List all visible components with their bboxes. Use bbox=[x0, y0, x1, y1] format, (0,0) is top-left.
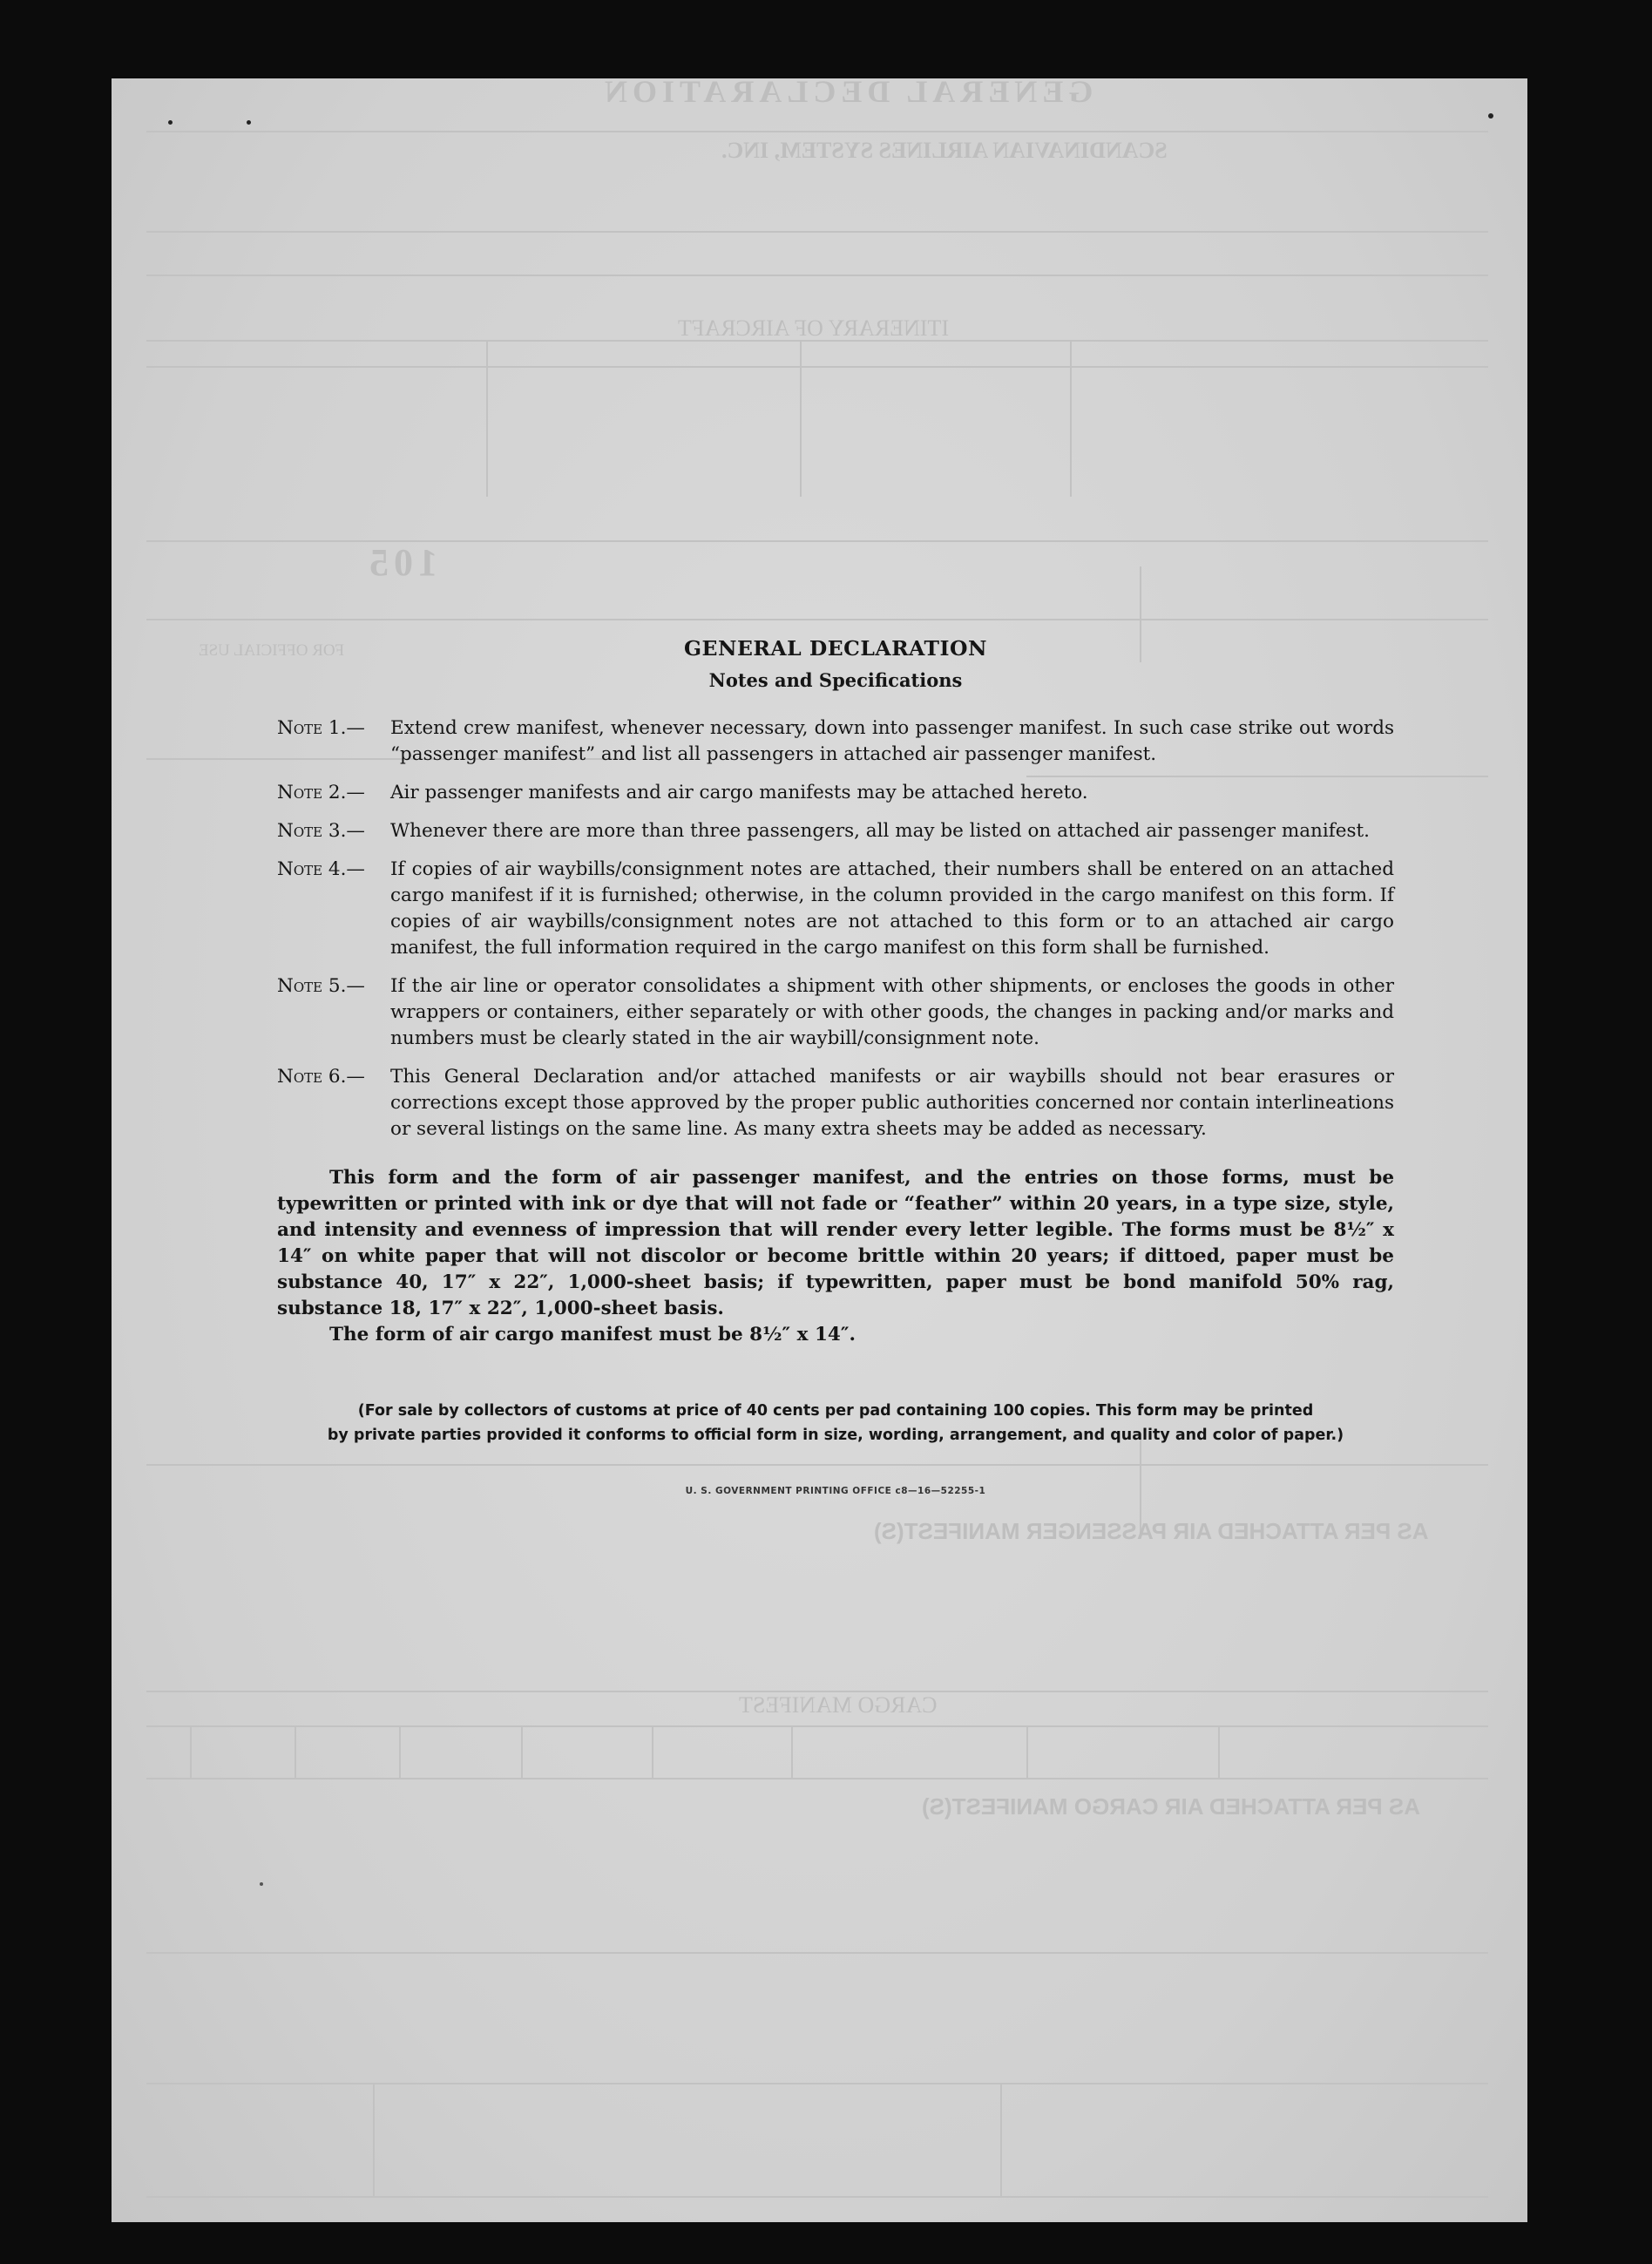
note-label: Note 5.— bbox=[277, 975, 365, 997]
cargo-format-line: The form of air cargo manifest must be 8½″ x 14″. bbox=[329, 1324, 856, 1346]
note-label: Note 6.— bbox=[277, 1066, 365, 1088]
bleed-header: GENERAL DECLARATION bbox=[599, 74, 1093, 109]
bleed-cargo-heading: CARGO MANIFEST bbox=[739, 1692, 938, 1718]
bleed-airline: SCANDINAVIAN AIRLINES SYSTEM, INC. bbox=[721, 138, 1168, 163]
note-item bbox=[277, 818, 1394, 844]
sale-notice bbox=[277, 1399, 1394, 1447]
bleed-cargo-stamp: AS PER ATTACHED AIR CARGO MANIFEST(S) bbox=[922, 1793, 1420, 1820]
bleed-itinerary: ITINERARY OF AIRCRAFT bbox=[678, 315, 950, 341]
scan-speck bbox=[247, 120, 251, 125]
note-item bbox=[277, 1064, 1394, 1142]
printing-office-line: U. S. GOVERNMENT PRINTING OFFICE c8—16—52255-1 bbox=[685, 1486, 986, 1496]
bleed-passenger-stamp: AS PER ATTACHED AIR PASSENGER MANIFEST(S) bbox=[874, 1518, 1429, 1544]
scan-speck bbox=[1488, 113, 1493, 119]
note-item bbox=[277, 780, 1394, 806]
sale-line-2: by private parties provided it conforms to official form in size, wording, arrangement, and quality and color of paper.) bbox=[327, 1427, 1344, 1444]
note-text: If copies of air waybills/consignment notes are attached, their numbers shall be entered on an attached cargo manifest if it is furnished; otherwise, in the column provided in the cargo manifest on this form. If copies of air waybills/consignment notes are not attached to this form or to an attached air cargo manifest, the full information required in the cargo manifest on this form shall be furnished. bbox=[390, 858, 1394, 959]
note-item bbox=[277, 857, 1394, 961]
notes-content bbox=[277, 636, 1394, 1496]
note-label: Note 2.— bbox=[277, 782, 365, 803]
format-paragraph: This form and the form of air passenger manifest, and the entries on those forms, must be typewritten or printed with ink or dye that will not fade or “feather” within 20 years, in a type size, style, and intensity and evenness of impression that will render every letter legible. The forms must be 8½″ x 14″ on white paper that will not discolor or become brittle within 20 years; if dittoed, paper must be substance 40, 17″ x 22″, 1,000-sheet basis; if typewritten, paper must be bond manifold 50% rag, substance 18, 17″ x 22″, 1,000-sheet basis. bbox=[277, 1167, 1394, 1319]
bleed-official-use: FOR OFFICIAL USE bbox=[199, 641, 345, 660]
note-text: This General Declaration and/or attached manifests or air waybills should not bear erasures or corrections except those approved by the proper public authorities concerned nor contain interlineations or several listings on the same line. As many extra sheets may be added as necessary. bbox=[390, 1066, 1394, 1140]
note-text: Whenever there are more than three passengers, all may be listed on attached air passenger manifest. bbox=[390, 820, 1370, 842]
note-text: Extend crew manifest, whenever necessary, down into passenger manifest. In such case strike out words “passenger manifest” and list all passengers in attached air passenger manifest. bbox=[390, 717, 1394, 765]
scan-speck bbox=[260, 1882, 263, 1886]
note-label: Note 4.— bbox=[277, 858, 365, 880]
scan-speck bbox=[168, 120, 173, 125]
note-text: Air passenger manifests and air cargo manifests may be attached hereto. bbox=[390, 782, 1088, 803]
page-title: GENERAL DECLARATION bbox=[683, 636, 987, 661]
note-label: Note 3.— bbox=[277, 820, 365, 842]
note-text: If the air line or operator consolidates a shipment with other shipments, or encloses the goods in other wrappers or containers, either separately or with other goods, the changes in packing and/or marks and numbers must be clearly stated in the air waybill/consignment note. bbox=[390, 975, 1394, 1049]
sale-line-1: (For sale by collectors of customs at price of 40 cents per pad containing 100 copies. This form may be printed bbox=[357, 1402, 1314, 1420]
note-item bbox=[277, 715, 1394, 768]
note-label: Note 1.— bbox=[277, 717, 365, 739]
bleed-number: 105 bbox=[364, 541, 437, 584]
note-item bbox=[277, 973, 1394, 1052]
page-subtitle: Notes and Specifications bbox=[708, 669, 963, 691]
